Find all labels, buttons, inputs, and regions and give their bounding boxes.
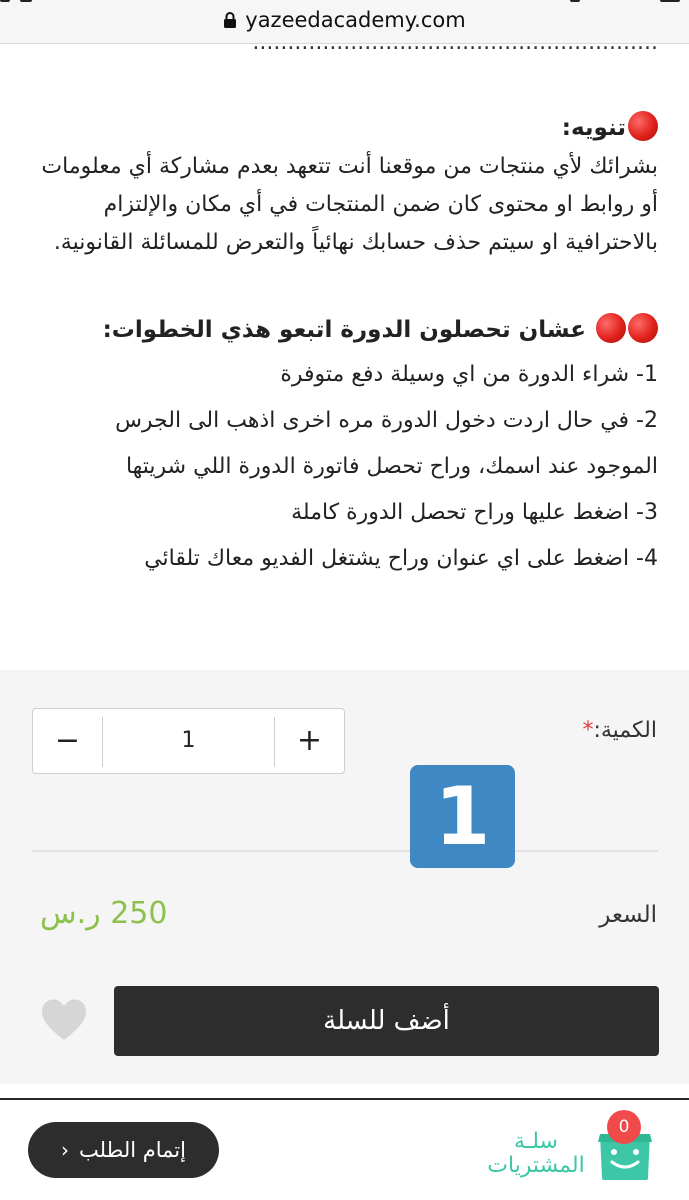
step-item: 2- في حال اردت دخول الدورة مره اخرى اذهب الى الجرس الموجود عند اسمك، وراح تحصل فاتورة الدورة اللي شريتها	[115, 408, 658, 479]
decrease-quantity-button[interactable]: −	[33, 717, 103, 767]
quantity-input[interactable]: 1	[181, 728, 196, 753]
red-circle-icon	[628, 313, 658, 343]
required-mark: *	[582, 718, 594, 743]
product-description	[40, 30, 658, 582]
add-to-cart-button[interactable]: أضف للسلة	[114, 986, 659, 1056]
red-circle-icon	[628, 111, 658, 141]
heart-icon[interactable]	[40, 998, 88, 1042]
steps-heading: عشان تحصلون الدورة اتبعو هذي الخطوات:	[40, 310, 658, 350]
notice-heading: تنويه:	[40, 108, 658, 148]
chevron-left-icon: ‹	[61, 1138, 70, 1162]
number-one-badge: 1	[410, 765, 515, 868]
step-item: 4- اضغط على اي عنوان وراح يشتغل الفديو معاك تلقائي	[144, 546, 658, 571]
bottom-bar	[0, 1098, 689, 1200]
checkout-label: إتمام الطلب	[79, 1138, 186, 1162]
quantity-stepper[interactable]	[32, 708, 345, 774]
purchase-panel	[0, 670, 689, 1084]
checkout-button[interactable]	[28, 1122, 219, 1178]
steps-section	[40, 310, 658, 582]
notice-body: بشرائك لأي منتجات من موقعنا أنت تتعهد بعدم مشاركة أي معلومات أو روابط او محتوى كان ضمن المنتجات في أي مكان والإلتزام بالاحترافية او سيتم حذف حسابك نهائياً والتعرض للمسائلة القانونية.	[41, 154, 658, 255]
cart-label[interactable]: سلـة المشتريات	[487, 1129, 585, 1178]
lock-icon	[223, 10, 237, 34]
steps-list	[40, 352, 658, 582]
price-value: 250 ر.س	[40, 896, 168, 931]
cut-off-text-line: ..........................................................	[252, 30, 658, 55]
increase-quantity-button[interactable]: +	[274, 717, 344, 767]
step-item: 3- اضغط عليها وراح تحصل الدورة كاملة	[291, 500, 658, 525]
step-item: 1- شراء الدورة من اي وسيلة دفع متوفرة	[280, 362, 658, 387]
cart-count-badge: 0	[607, 1110, 641, 1144]
divider	[32, 850, 658, 852]
quantity-label: الكمية:*	[582, 718, 657, 743]
url-text: yazeedacademy.com	[245, 8, 466, 32]
red-circle-icon	[596, 313, 626, 343]
status-bar-fragment	[0, 0, 689, 4]
notice-section	[40, 108, 658, 262]
price-label: السعر	[599, 902, 657, 928]
